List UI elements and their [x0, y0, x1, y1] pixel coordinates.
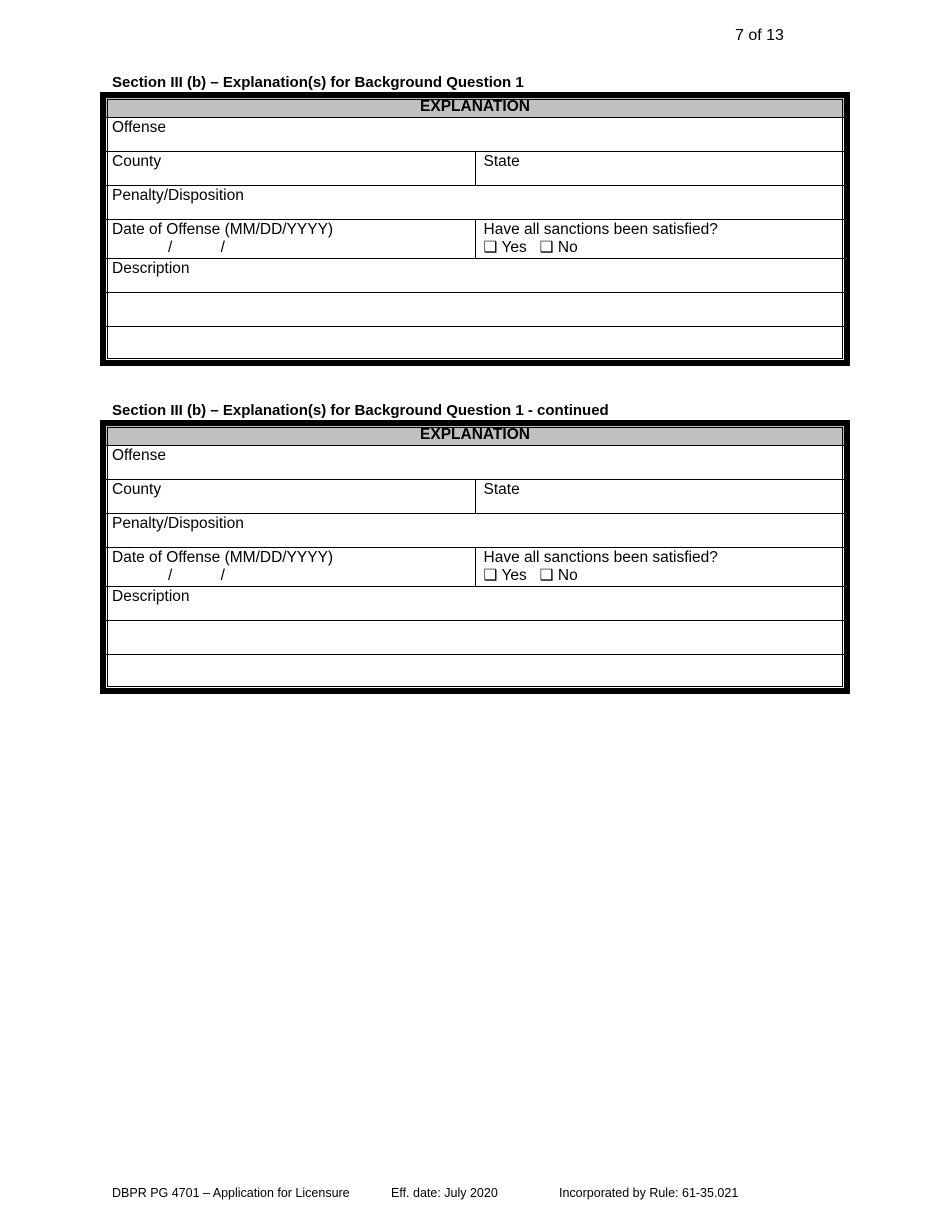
yes-checkbox[interactable] — [484, 567, 527, 585]
sanctions-field — [475, 548, 845, 587]
county-label: County — [112, 481, 162, 498]
checkbox-icon: ❑ — [539, 567, 554, 584]
state-label: State — [483, 481, 520, 498]
date-placeholder: / / — [168, 239, 225, 256]
penalty-label: Penalty/Disposition — [112, 187, 244, 204]
footer-form-id: DBPR PG 4701 – Application for Licensure — [112, 1186, 350, 1200]
description-line[interactable] — [106, 621, 845, 655]
offense-field[interactable] — [106, 118, 845, 152]
description-line[interactable] — [106, 655, 845, 689]
date-placeholder: / / — [168, 567, 225, 584]
offense-label: Offense — [112, 119, 167, 136]
no-label: No — [557, 239, 578, 256]
penalty-field[interactable] — [106, 514, 845, 548]
date-of-offense-field[interactable] — [106, 220, 476, 259]
offense-field[interactable] — [106, 446, 845, 480]
description-label: Description — [112, 260, 190, 277]
explanation-header: EXPLANATION — [106, 426, 845, 446]
explanation-header: EXPLANATION — [106, 98, 845, 118]
date-label: Date of Offense (MM/DD/YYYY) — [112, 221, 334, 238]
checkbox-icon: ❑ — [483, 239, 498, 256]
no-checkbox[interactable] — [540, 239, 578, 257]
description-field[interactable] — [106, 587, 845, 621]
yes-label: Yes — [501, 239, 527, 256]
page-number: 7 of 13 — [735, 27, 784, 44]
date-label: Date of Offense (MM/DD/YYYY) — [112, 549, 334, 566]
explanation-form — [100, 92, 850, 366]
no-label: No — [557, 567, 578, 584]
description-field[interactable] — [106, 259, 845, 293]
description-line[interactable] — [106, 293, 845, 327]
date-of-offense-field[interactable] — [106, 548, 476, 587]
state-field[interactable] — [475, 152, 845, 186]
section-title: Section III (b) – Explanation(s) for Background Question 1 — [112, 74, 524, 91]
no-checkbox[interactable] — [540, 567, 578, 585]
explanation-table — [105, 97, 845, 361]
explanation-table — [105, 425, 845, 689]
county-label: County — [112, 153, 162, 170]
checkbox-icon: ❑ — [539, 239, 554, 256]
sanctions-label: Have all sanctions been satisfied? — [483, 221, 718, 238]
description-line[interactable] — [106, 327, 845, 361]
county-field[interactable] — [106, 480, 476, 514]
state-label: State — [483, 153, 520, 170]
offense-label: Offense — [112, 447, 167, 464]
penalty-label: Penalty/Disposition — [112, 515, 244, 532]
checkbox-icon: ❑ — [483, 567, 498, 584]
county-field[interactable] — [106, 152, 476, 186]
description-label: Description — [112, 588, 190, 605]
yes-label: Yes — [501, 567, 527, 584]
state-field[interactable] — [475, 480, 845, 514]
section-title-continued: Section III (b) – Explanation(s) for Background Question 1 - continued — [112, 402, 609, 419]
sanctions-field — [475, 220, 845, 259]
sanctions-label: Have all sanctions been satisfied? — [483, 549, 718, 566]
footer-rule: Incorporated by Rule: 61-35.021 — [559, 1186, 739, 1200]
penalty-field[interactable] — [106, 186, 845, 220]
explanation-form-continued — [100, 420, 850, 694]
footer-eff-date: Eff. date: July 2020 — [391, 1186, 498, 1200]
yes-checkbox[interactable] — [484, 239, 527, 257]
